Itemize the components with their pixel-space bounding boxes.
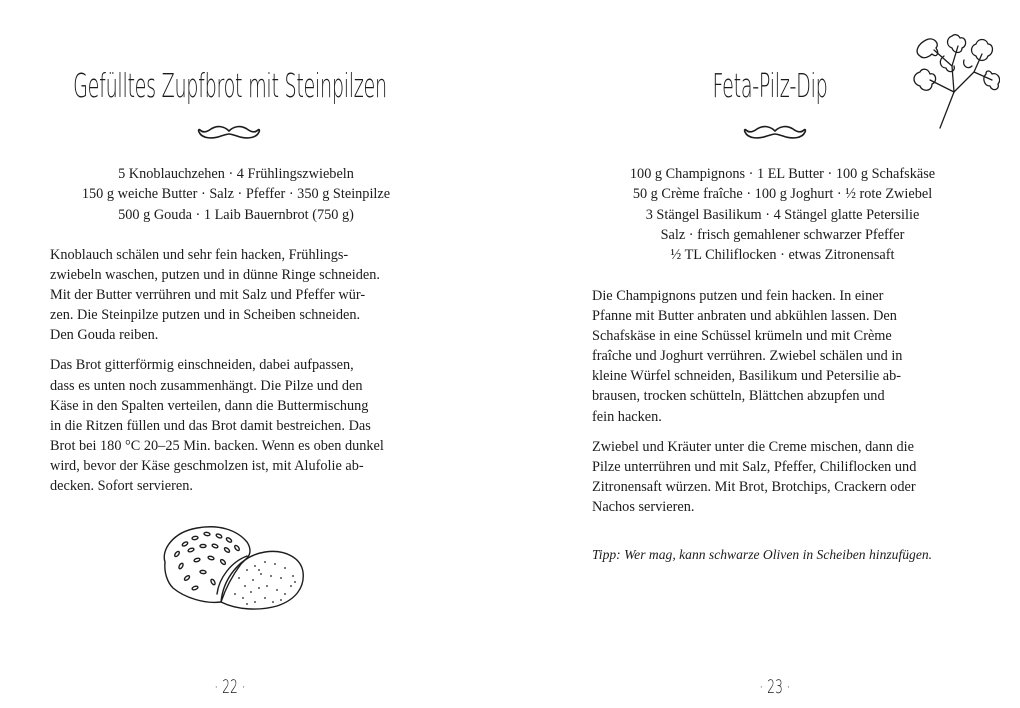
bread-loaf-icon (155, 522, 307, 612)
text-line: in die Ritzen füllen und das Brot damit bestreichen. Das (50, 417, 371, 434)
text-line: Nachos servieren. (592, 498, 695, 515)
text-line: brausen, trocken schütteln, Blättchen abzupfen und (592, 388, 885, 405)
text-line: fein hacken. (592, 408, 662, 425)
text-line: dass es unten noch zusammenhängt. Die Pilze und den (50, 377, 363, 394)
instructions (50, 245, 422, 506)
text-line: Schafskäse in eine Schüssel krümeln und mit Crème (592, 328, 892, 345)
ingredient-line: ½ TL Chiliflocken · etwas Zitronensaft (670, 247, 895, 264)
recipe-title: Feta-Pilz-Dip (712, 66, 828, 105)
text-line: kleine Würfel schneiden, Basilikum und Petersilie ab- (592, 368, 902, 385)
ingredient-list (585, 164, 980, 265)
text-line: fraîche und Joghurt verrühren. Zwiebel schälen und in (592, 348, 903, 365)
text-line: Brot bei 180 °C 20–25 Min. backen. Wenn es oben dunkel (50, 437, 384, 454)
text-line: wird, bevor der Käse geschmolzen ist, mit Alufolie ab- (50, 457, 364, 474)
ingredient-line: 150 g weiche Butter · Salz · Pfeffer · 350 g Steinpilze (81, 186, 391, 203)
instructions (592, 286, 972, 527)
text-line: Zitronensaft würzen. Mit Brot, Brotchips, Crackern oder (592, 478, 916, 495)
ingredient-line: 5 Knoblauchzehen · 4 Frühlingszwiebeln (118, 166, 354, 182)
text-line: decken. Sofort servieren. (50, 478, 193, 495)
tip-note: Tipp: Wer mag, kann schwarze Oliven in Scheiben hinzufügen. (592, 547, 933, 562)
text-line: Den Gouda reiben. (50, 327, 159, 344)
ingredient-line: 3 Stängel Basilikum · 4 Stängel glatte Petersilie (645, 206, 920, 223)
ingredient-line: 100 g Champignons · 1 EL Butter · 100 g Schafskäse (629, 166, 936, 182)
text-line: zwiebeln waschen, putzen und in dünne Ringe schneiden. (50, 267, 380, 284)
instruction-paragraph (50, 355, 422, 496)
mustache-ornament-icon (743, 124, 807, 142)
text-line: Das Brot gitterförmig einschneiden, dabei aufpassen, (50, 357, 354, 374)
text-line: Mit der Butter verrühren und mit Salz und Pfeffer wür- (50, 287, 366, 304)
mustache-ornament-icon (197, 124, 261, 142)
ingredient-line: 50 g Crème fraîche · 100 g Joghurt · ½ rote Zwiebel (632, 186, 933, 203)
recipe-title: Gefülltes Zupfbrot mit Steinpilzen (73, 66, 387, 105)
instruction-paragraph (50, 245, 422, 345)
page-number: · 22 · (214, 676, 246, 698)
text-line: Zwiebel und Kräuter unter die Creme mischen, dann die (592, 438, 914, 455)
instruction-paragraph (592, 437, 972, 517)
text-line: Knoblauch schälen und sehr fein hacken, Frühlings- (50, 247, 349, 263)
text-line: zen. Die Steinpilze putzen und in Scheiben schneiden. (50, 307, 361, 324)
text-line: Pfanne mit Butter anbraten und abkühlen lassen. Den (592, 308, 897, 325)
parsley-sprig-icon (908, 32, 1000, 130)
page-number: · 23 · (759, 676, 791, 698)
ingredient-line: 500 g Gouda · 1 Laib Bauernbrot (750 g) (118, 206, 354, 223)
text-line: Pilze unterrühren und mit Salz, Pfeffer, Chiliflocken und (592, 458, 917, 475)
ingredient-line: Salz · frisch gemahlener schwarzer Pfeffer (660, 226, 905, 243)
text-line: Die Champignons putzen und fein hacken. In einer (592, 288, 884, 304)
instruction-paragraph (592, 286, 972, 427)
text-line: Käse in den Spalten verteilen, dann die Buttermischung (50, 397, 369, 414)
right-page (510, 0, 1020, 708)
ingredient-list (40, 164, 432, 225)
